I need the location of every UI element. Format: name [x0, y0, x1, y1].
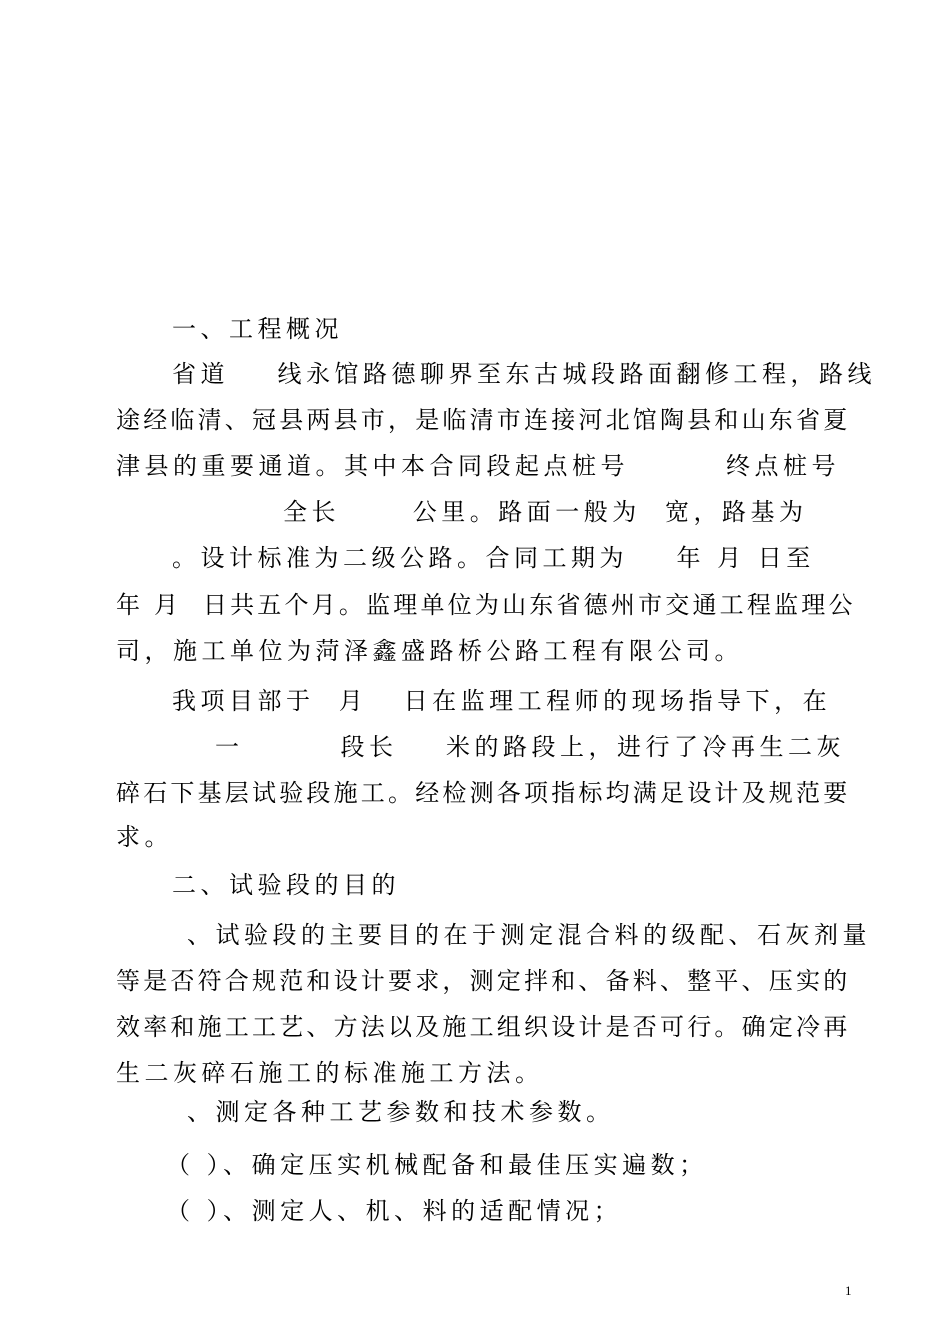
paragraph-line: 、测定各种工艺参数和技术参数。 — [187, 1098, 615, 1126]
paragraph-line: 年 月 日共五个月。监理单位为山东省德州市交通工程监理公 — [116, 591, 856, 619]
paragraph-line: 碎石下基层试验段施工。经检测各项指标均满足设计及规范要 — [116, 779, 851, 807]
paragraph-line: 一 段长 米的路段上，进行了冷再生二灰 — [215, 733, 846, 761]
paragraph-line: 途经临清、冠县两县市，是临清市连接河北馆陶县和山东省夏 — [116, 406, 851, 434]
paragraph-line: 全长 公里。路面一般为 宽，路基为 — [283, 498, 808, 526]
paragraph-line: 司，施工单位为菏泽鑫盛路桥公路工程有限公司。 — [116, 637, 743, 665]
paragraph-line: 效率和施工工艺、方法以及施工组织设计是否可行。确定冷再 — [116, 1013, 851, 1041]
paragraph-line: 津县的重要通道。其中本合同段起点桩号 终点桩号 — [116, 452, 841, 480]
paragraph-line: 、试验段的主要目的在于测定混合料的级配、石灰剂量 — [187, 921, 871, 949]
paragraph-line: 等是否符合规范和设计要求，测定拌和、备料、整平、压实的 — [116, 967, 851, 995]
paragraph-line: （ ）、确定压实机械配备和最佳压实遍数； — [166, 1151, 708, 1179]
section-heading-purpose: 二、试验段的目的 — [172, 871, 400, 899]
paragraph-line: 我项目部于 月 日在监理工程师的现场指导下，在 — [172, 687, 832, 715]
section-heading-overview: 一、工程概况 — [172, 315, 343, 343]
paragraph-line: 省道 线永馆路德聊界至东古城段路面翻修工程，路线 — [172, 360, 877, 388]
paragraph-line: 求。 — [116, 823, 173, 851]
paragraph-line: 生二灰碎石施工的标准施工方法。 — [116, 1059, 544, 1087]
paragraph-line: 。设计标准为二级公路。合同工期为 年 月 日至 — [172, 544, 815, 572]
page-number: 1 — [845, 1283, 852, 1298]
paragraph-line: （ ）、测定人、机、料的适配情况； — [166, 1197, 623, 1225]
